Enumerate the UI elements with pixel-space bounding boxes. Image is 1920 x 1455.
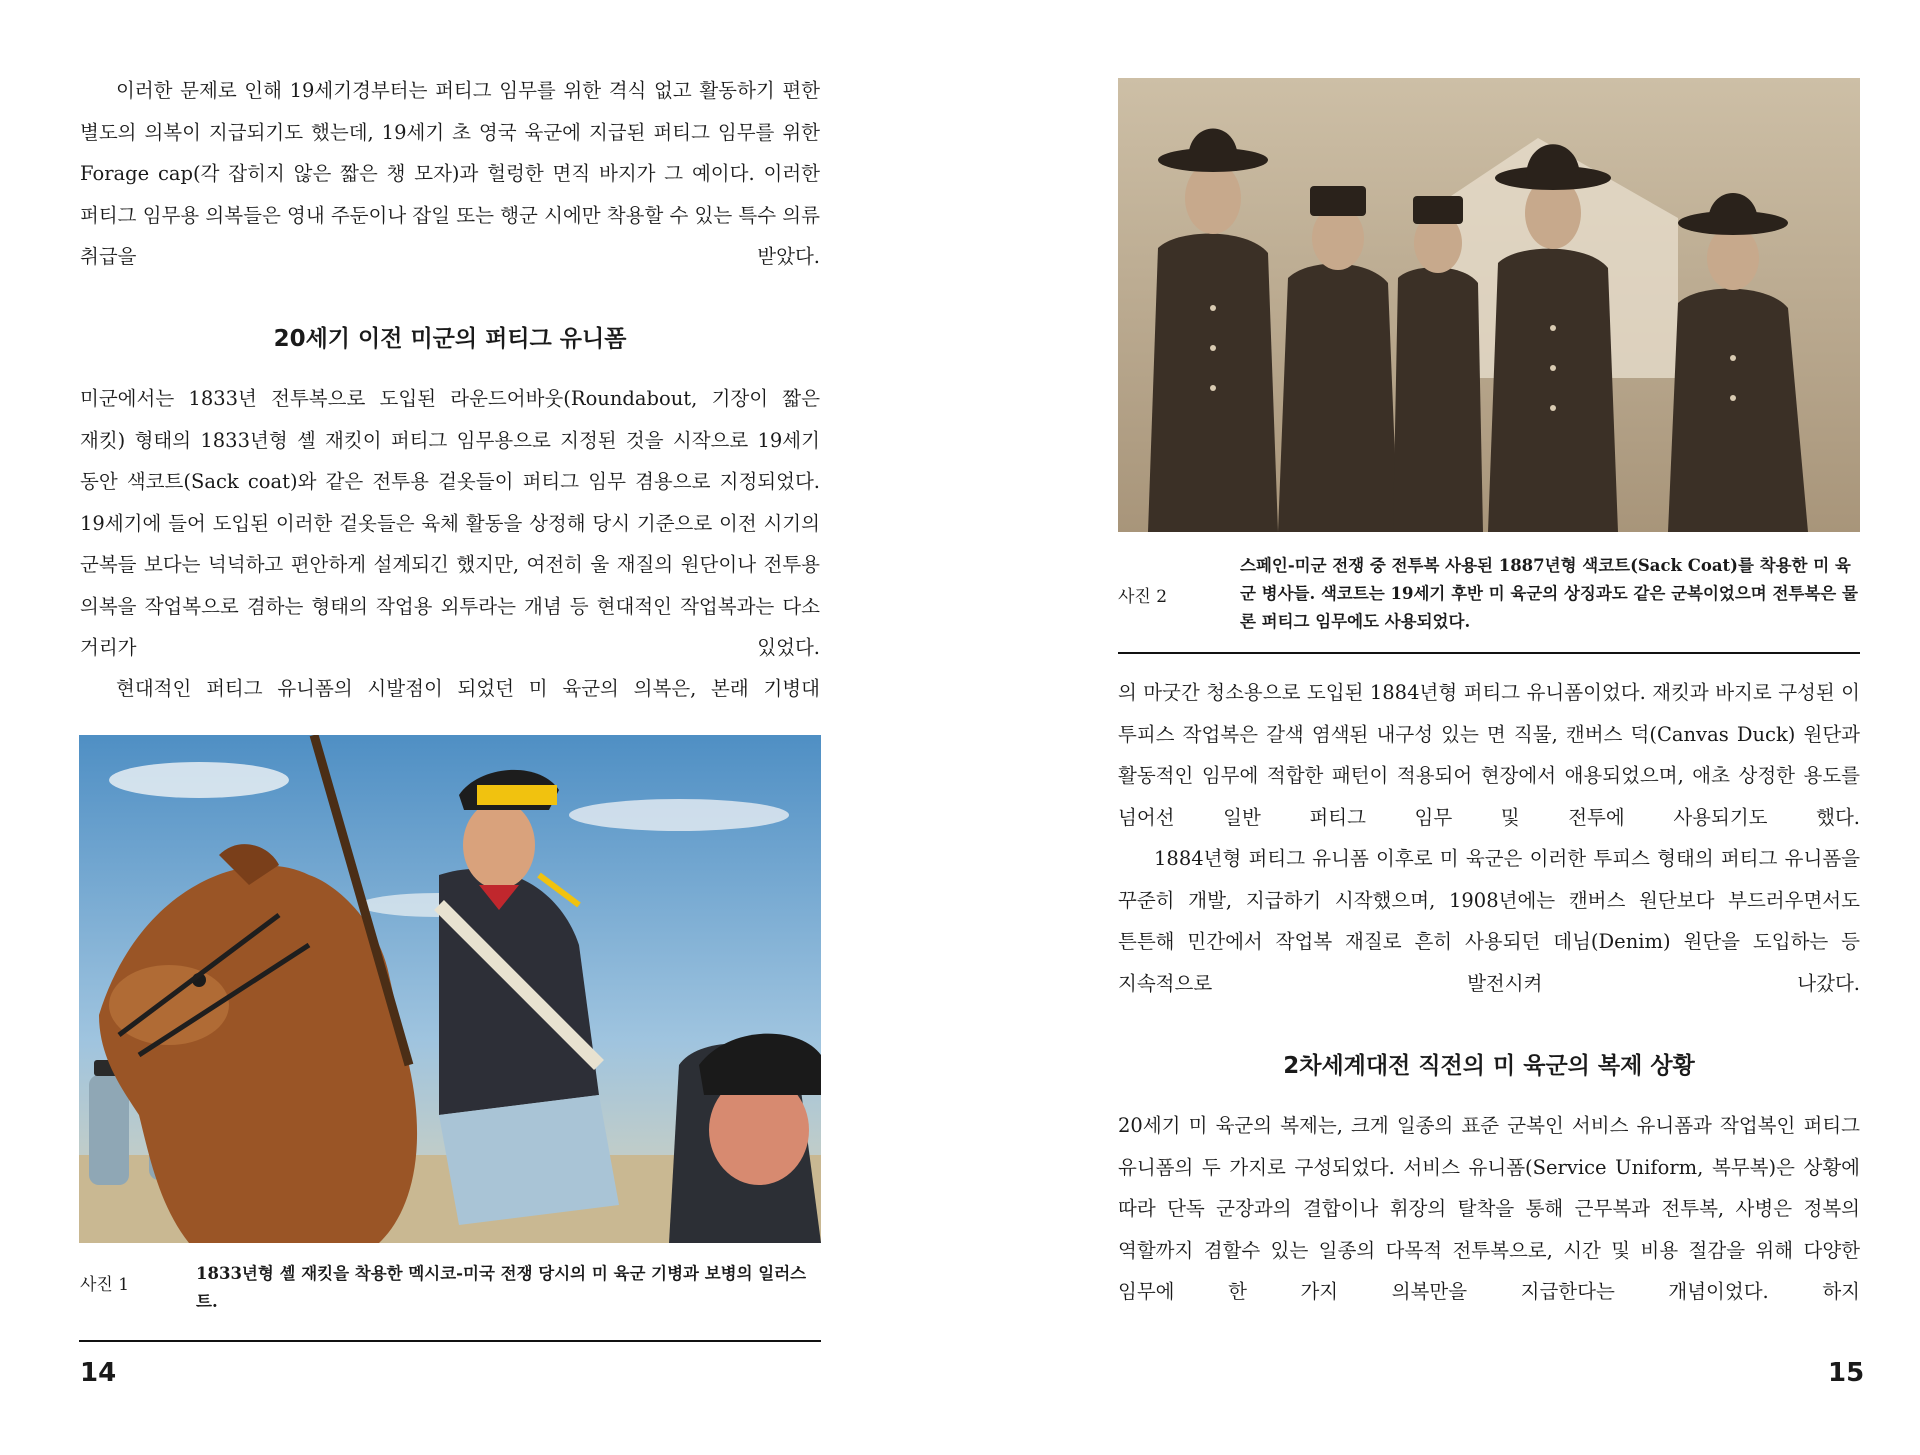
photo-1-caption: 1833년형 셸 재킷을 착용한 멕시코-미국 전쟁 당시의 미 육군 기병과 보병의 일러스트. bbox=[196, 1264, 807, 1311]
cavalry-illustration bbox=[79, 735, 821, 1243]
right-section-heading: 2차세계대전 직전의 미 육군의 복제 상황 bbox=[1283, 1053, 1695, 1079]
right-photo-rule bbox=[1118, 652, 1860, 654]
right-paragraph-1: 의 마굿간 청소용으로 도입된 1884년형 퍼티그 유니폼이었다. 재킷과 바지로 구성된 이 투피스 작업복은 갈색 염색된 내구성 있는 면 직물, 캔버스 덕(Canvas Duck) 원단과 활동적인 임무에 적합한 패턴이 적용되어 현장에서 애용되었으며, 애초 상정한 용도를 넘어선 일반 퍼티그 임무 및 전투에 사용되기도 했다. bbox=[1118, 681, 1860, 829]
photo-2-label: 사진 2 bbox=[1118, 587, 1168, 607]
soldiers-photograph bbox=[1118, 78, 1860, 532]
left-page-number: 14 bbox=[80, 1358, 117, 1388]
right-page bbox=[960, 0, 1920, 1455]
right-page-number: 15 bbox=[1828, 1358, 1865, 1388]
left-paragraph-1: 이러한 문제로 인해 19세기경부터는 퍼티그 임무를 위한 격식 없고 활동하기 편한 별도의 의복이 지급되기도 했는데, 19세기 초 영국 육군에 지급된 퍼티그 임무를 위한 Forage cap(각 잡히지 않은 짧은 챙 모자)과 헐렁한 면직 바지가 그 예이다. 이러한 퍼티그 임무용 의복들은 영내 주둔이나 잡일 또는 행군 시에만 착용할 수 있는 특수 의류 취급을 받았다. bbox=[80, 79, 820, 268]
photo-1-label: 사진 1 bbox=[80, 1275, 130, 1295]
photo-1-illustration bbox=[79, 735, 821, 1243]
right-paragraph-3: 20세기 미 육군의 복제는, 크게 일종의 표준 군복인 서비스 유니폼과 작업복인 퍼티그 유니폼의 두 가지로 구성되었다. 서비스 유니폼(Service Uniform, 복무복)은 상황에 따라 단독 군장과의 결합이나 휘장의 탈착을 통해 근무복과 전투복, 사병은 정복의 역할까지 겸할수 있는 일종의 다목적 전투복으로, 시간 및 비용 절감을 위해 다양한 임무에 한 가지 의복만을 지급한다는 개념이었다. 하지 bbox=[1118, 1114, 1860, 1303]
photo-2-soldiers bbox=[1118, 78, 1860, 532]
left-paragraph-3: 현대적인 퍼티그 유니폼의 시발점이 되었던 미 육군의 의복은, 본래 기병대 bbox=[116, 677, 820, 700]
left-footer-rule bbox=[79, 1340, 821, 1342]
right-paragraph-2: 1884년형 퍼티그 유니폼 이후로 미 육군은 이러한 투피스 형태의 퍼티그 유니폼을 꾸준히 개발, 지급하기 시작했으며, 1908년에는 캔버스 원단보다 부드러우면서도 튼튼해 민간에서 작업복 재질로 흔히 사용되던 데님(Denim) 원단을 도입하는 등 지속적으로 발전시켜 나갔다. bbox=[1118, 847, 1860, 995]
photo-2-caption: 스페인-미군 전쟁 중 전투복 사용된 1887년형 색코트(Sack Coat)를 착용한 미 육군 병사들. 색코트는 19세기 후반 미 육군의 상징과도 같은 군복이었으며 전투복은 물론 퍼티그 임무에도 사용되었다. bbox=[1240, 556, 1858, 631]
left-section-heading: 20세기 이전 미군의 퍼티그 유니폼 bbox=[273, 326, 627, 352]
left-paragraph-2: 미군에서는 1833년 전투복으로 도입된 라운드어바웃(Roundabout, 기장이 짧은 재킷) 형태의 1833년형 셸 재킷이 퍼티그 임무용으로 지정된 것을 시작으로 19세기 동안 색코트(Sack coat)와 같은 전투용 겉옷들이 퍼티그 임무 겸용으로 지정되었다. 19세기에 들어 도입된 이러한 겉옷들은 육체 활동을 상정해 당시 기준으로 이전 시기의 군복들 보다는 넉넉하고 편안하게 설계되긴 했지만, 여전히 울 재질의 원단이나 전투용 의복을 작업복으로 겸하는 형태의 작업용 외투라는 개념 등 현대적인 작업복과는 다소 거리가 있었다. bbox=[80, 387, 820, 659]
